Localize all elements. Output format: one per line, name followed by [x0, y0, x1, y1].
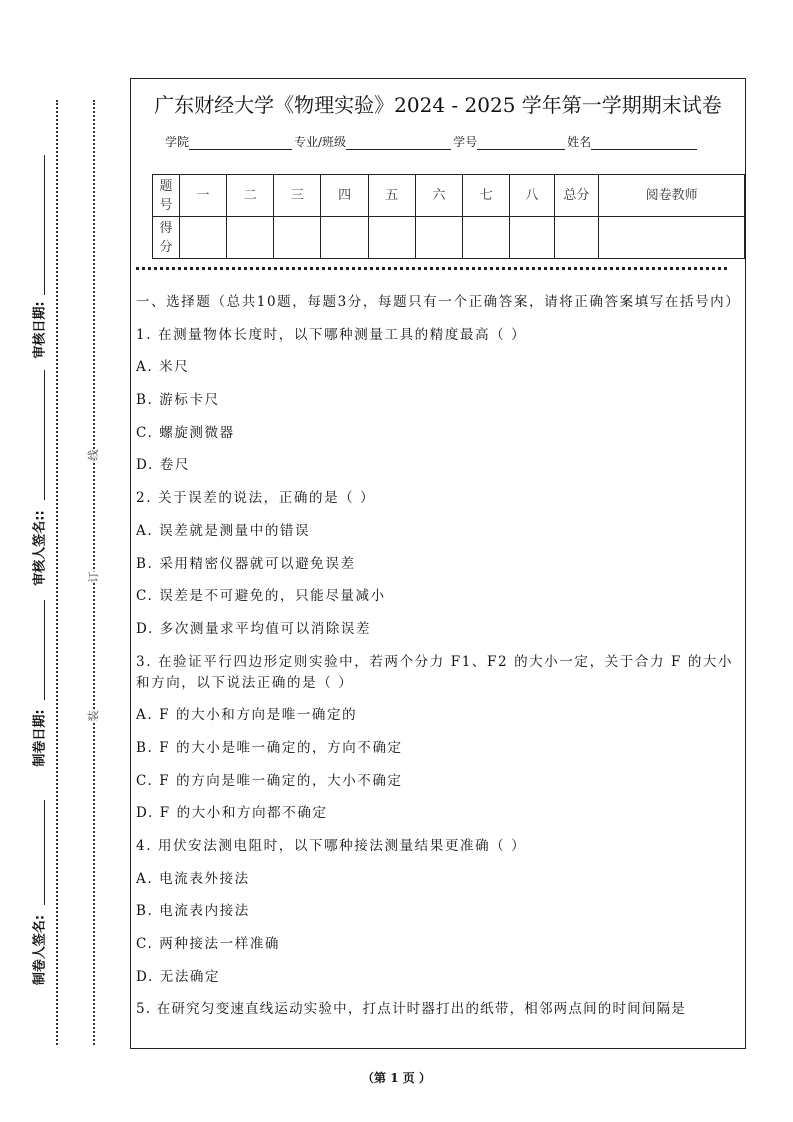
option: B. 采用精密仪器就可以避免误差: [136, 555, 356, 572]
score-cell: [179, 217, 226, 259]
compiler-signature-label: 制卷人签名:: [32, 914, 48, 986]
option: A. F 的大小和方向是唯一确定的: [136, 707, 358, 724]
seal-dotted-line: [56, 100, 58, 1045]
signature-underline: [44, 800, 45, 905]
column-header: 七: [463, 175, 510, 217]
column-header: 一: [179, 175, 226, 217]
score-table: [152, 174, 745, 259]
column-header: 八: [510, 175, 554, 217]
name-label: 姓名: [567, 135, 592, 149]
option: D. 卷尺: [136, 457, 190, 474]
option: D. 多次测量求平均值可以消除误差: [136, 620, 372, 637]
table-row: [153, 175, 745, 217]
option: D. 无法确定: [136, 968, 221, 985]
exam-frame: [130, 78, 746, 1049]
binding-char: 线: [87, 449, 100, 461]
column-header: 二: [227, 175, 274, 217]
section-heading: 一、选择题（总共10题，每题3分，每题只有一个正确答案，请将正确答案填写在括号内）: [136, 294, 741, 310]
signature-underline: [44, 600, 45, 700]
option: C. 两种接法一样准确: [136, 936, 281, 953]
score-cell: [415, 217, 462, 259]
score-cell: [554, 217, 598, 259]
option: B. 游标卡尺: [136, 392, 220, 409]
student-id-field[interactable]: [477, 136, 565, 150]
question-1: 1. 在测量物体长度时，以下哪种测量工具的精度最高（ ）: [136, 326, 527, 343]
option: C. 误差是不可避免的，只能尽量减小: [136, 588, 386, 605]
question-4: 4. 用伏安法测电阻时，以下哪种接法测量结果更准确（ ）: [136, 838, 527, 854]
question-3: 3. 在验证平行四边形定则实验中，若两个分力 F1、F2 的大小一定，关于合力 F 的大小和方向，以下说法正确的是（ ）: [136, 653, 734, 691]
option: C. F 的方向是唯一确定的，大小不确定: [136, 772, 403, 789]
score-cell: [227, 217, 274, 259]
column-header: 六: [415, 175, 462, 217]
name-field[interactable]: [591, 136, 697, 150]
signature-underline: [44, 155, 45, 295]
option: B. F 的大小是唯一确定的，方向不确定: [136, 739, 403, 756]
score-cell: [368, 217, 415, 259]
column-header: 总分: [554, 175, 598, 217]
score-cell: [463, 217, 510, 259]
table-row: [153, 217, 745, 259]
score-cell: [321, 217, 368, 259]
question-2: 2. 关于误差的说法，正确的是（ ）: [136, 490, 376, 507]
dotted-separator: [136, 267, 727, 270]
student-id-label: 学号: [453, 135, 478, 149]
college-label: 学院: [165, 135, 190, 149]
question-5: 5. 在研究匀变速直线运动实验中，打点计时器打出的纸带，相邻两点间的时间间隔是: [136, 1001, 686, 1018]
option: A. 电流表外接法: [136, 870, 250, 887]
score-cell: [599, 217, 745, 259]
row-header: 题号: [153, 175, 180, 217]
row-header: 得分: [153, 217, 180, 259]
column-header: 四: [321, 175, 368, 217]
signature-underline: [44, 370, 45, 500]
student-info-line: [165, 133, 699, 150]
college-field[interactable]: [189, 136, 292, 150]
section-choice: [136, 292, 742, 1032]
major-field[interactable]: [346, 136, 451, 150]
column-header: 三: [274, 175, 321, 217]
score-cell: [274, 217, 321, 259]
option: A. 米尺: [136, 359, 190, 376]
review-date-label: 审核日期:: [32, 301, 48, 359]
column-header: 五: [368, 175, 415, 217]
binding-char: 装: [87, 710, 100, 722]
option: C. 螺旋测微器: [136, 424, 235, 441]
option: A. 误差就是测量中的错误: [136, 522, 311, 539]
exam-title: 广东财经大学《物理实验》2024 - 2025 学年第一学期期末试卷: [154, 93, 722, 117]
major-label: 专业/班级: [294, 135, 347, 149]
page-number: （第 1 页 ）: [362, 1071, 431, 1085]
option: D. F 的大小和方向都不确定: [136, 805, 328, 822]
binding-char: 订: [87, 571, 100, 583]
compile-date-label: 制卷日期:: [32, 709, 48, 767]
reviewer-signature-label: 审核人签名::: [32, 510, 48, 586]
column-header: 阅卷教师: [599, 175, 745, 217]
score-cell: [510, 217, 554, 259]
option: B. 电流表内接法: [136, 903, 250, 920]
